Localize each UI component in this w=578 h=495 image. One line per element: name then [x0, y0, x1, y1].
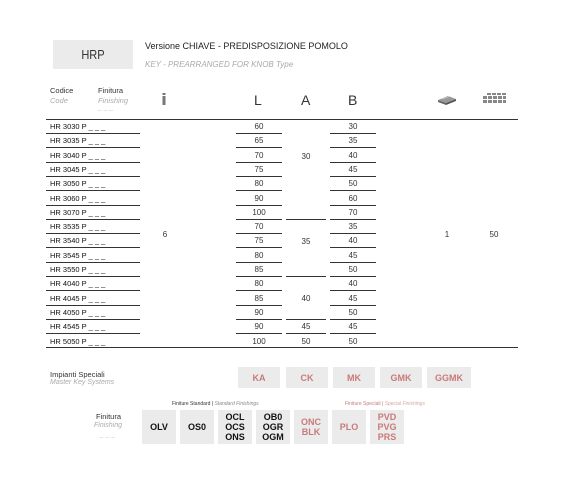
- row-divider: [46, 276, 140, 277]
- row-B-value: 50: [348, 179, 358, 189]
- row-B-value: 45: [348, 322, 358, 332]
- row-L-value: 100: [252, 336, 266, 346]
- standard-finish-box: [256, 410, 290, 444]
- finish-code: ONS: [225, 432, 245, 442]
- row-divider: [330, 319, 376, 320]
- table-bottom-rule: [46, 347, 518, 348]
- row-L-value: 90: [254, 193, 264, 203]
- product-code: HRP: [81, 47, 105, 62]
- row-A-value: 45: [301, 322, 311, 332]
- special-systems-label-en: Master Key Systems: [50, 379, 115, 386]
- row-divider: [236, 333, 282, 334]
- row-B-value: 45: [348, 250, 358, 260]
- finish-code: PLO: [339, 422, 359, 432]
- standard-finishes-label: Finiture Standard: [172, 401, 211, 407]
- row-code: HR 3550 P _ _ _: [50, 265, 106, 274]
- row-divider: [46, 333, 140, 334]
- row-B-value: 70: [348, 207, 358, 217]
- row-divider: [236, 219, 282, 220]
- standard-finish-box: [180, 410, 214, 444]
- special-system-code: GGMK: [435, 372, 463, 383]
- row-divider: [330, 147, 376, 148]
- row-A-value: 50: [301, 336, 311, 346]
- row-divider: [330, 205, 376, 206]
- row-divider: [330, 262, 376, 263]
- row-code: HR 3545 P _ _ _: [50, 250, 106, 260]
- row-code: HR 4040 P _ _ _: [50, 279, 106, 289]
- col-finish-dash: _ _ _: [98, 105, 114, 112]
- row-L-value: 70: [254, 150, 264, 160]
- special-system-code: GMK: [390, 372, 412, 383]
- row-B-value: 40: [348, 150, 358, 160]
- special-finish-box: [294, 410, 328, 444]
- col-B-header: B: [348, 92, 358, 108]
- finish-code: OCL: [225, 412, 245, 422]
- row-divider: [330, 219, 376, 220]
- merged-pack-value: 1: [444, 230, 450, 239]
- row-divider: [236, 176, 282, 177]
- finish-code: OCS: [225, 422, 245, 432]
- row-code: HR 4045 P _ _ _: [50, 293, 106, 303]
- finish-code: OGM: [262, 432, 284, 442]
- finish-code: OB0: [263, 412, 283, 422]
- special-finishes-label: Finiture Speciali: [345, 401, 381, 407]
- row-B-value: 40: [348, 236, 358, 246]
- row-divider: [46, 319, 140, 320]
- row-B-value: 40: [348, 279, 358, 289]
- row-divider: [236, 319, 282, 320]
- row-divider: [330, 333, 376, 334]
- row-code: HR 3535 P _ _ _: [50, 222, 106, 232]
- col-code-label: Codice: [50, 86, 74, 95]
- row-code: HR 3050 P _ _ _: [50, 179, 106, 189]
- box-pack-icon: [482, 92, 508, 106]
- finish-code: PRS: [377, 432, 397, 442]
- row-code: HR 3040 P _ _ _: [50, 150, 106, 160]
- row-divider: [236, 133, 282, 134]
- key-icon: [161, 93, 167, 105]
- row-divider: [46, 205, 140, 206]
- group-divider: [286, 319, 326, 320]
- row-L-value: 90: [254, 322, 264, 332]
- row-divider: [46, 262, 140, 263]
- row-code: HR 3070 P _ _ _: [50, 207, 106, 217]
- row-code: HR 3030 P _ _ _: [50, 122, 106, 131]
- standard-finish-box: [218, 410, 252, 444]
- row-L-value: 75: [254, 236, 264, 246]
- row-divider: [330, 247, 376, 248]
- row-code: HR 4050 P _ _ _: [50, 307, 106, 317]
- special-finish-box: [332, 410, 366, 444]
- row-code: HR 5050 P _ _ _: [50, 336, 106, 346]
- col-code-label-en: Code: [50, 96, 68, 105]
- row-code: HR 3540 P _ _ _: [50, 236, 106, 246]
- row-L-value: 80: [254, 279, 264, 289]
- special-finishes-heading: Finiture Speciali | Special Finishings: [345, 401, 425, 407]
- row-L-value: 75: [254, 164, 264, 174]
- special-system-code: KA: [252, 372, 266, 383]
- group-divider: [286, 219, 326, 220]
- row-divider: [236, 290, 282, 291]
- version-title: Versione CHIAVE - PREDISPOSIZIONE POMOLO: [145, 41, 348, 51]
- special-system-chip: [380, 367, 422, 388]
- row-B-value: 50: [348, 307, 358, 317]
- group-divider: [286, 276, 326, 277]
- row-divider: [236, 233, 282, 234]
- row-L-value: 60: [254, 122, 264, 131]
- product-code-box: [53, 40, 133, 69]
- row-B-value: 45: [348, 164, 358, 174]
- row-L-value: 65: [254, 136, 264, 146]
- row-code: HR 3035 P _ _ _: [50, 136, 106, 146]
- row-divider: [236, 247, 282, 248]
- header-rule: [46, 119, 518, 120]
- row-divider: [330, 233, 376, 234]
- finish-code: OGR: [262, 422, 284, 432]
- row-B-value: 45: [348, 293, 358, 303]
- finish-label-en: Finishing: [94, 422, 123, 429]
- row-divider: [46, 290, 140, 291]
- row-L-value: 80: [254, 179, 264, 189]
- row-B-value: 35: [348, 136, 358, 146]
- row-code: HR 4545 P _ _ _: [50, 322, 106, 332]
- finish-code: OS0: [187, 422, 206, 432]
- finish-dash: _ _ _: [100, 432, 116, 439]
- special-system-chip: [238, 367, 280, 388]
- row-B-value: 35: [348, 222, 358, 232]
- standard-finishes-heading: Finiture Standard | Standard Finishings: [172, 401, 259, 407]
- row-divider: [236, 205, 282, 206]
- finish-label: Finitura: [96, 412, 122, 421]
- row-divider: [330, 276, 376, 277]
- row-divider: [46, 305, 140, 306]
- row-B-value: 60: [348, 193, 358, 203]
- merged-A-35: 35: [301, 237, 311, 246]
- merged-box-value: 50: [489, 230, 499, 239]
- row-divider: [46, 176, 140, 177]
- row-divider: [330, 176, 376, 177]
- special-systems-label: Impianti Speciali: [50, 370, 105, 379]
- single-pack-icon: [436, 94, 458, 106]
- row-B-value: 30: [348, 122, 358, 131]
- row-divider: [46, 233, 140, 234]
- row-divider: [236, 190, 282, 191]
- row-divider: [46, 219, 140, 220]
- merged-i-value: 6: [162, 230, 168, 239]
- finish-code: PVG: [377, 422, 397, 432]
- row-L-value: 85: [254, 293, 264, 303]
- merged-A-40: 40: [301, 294, 311, 303]
- finish-code: ONC: [301, 417, 321, 427]
- row-divider: [236, 262, 282, 263]
- row-divider: [46, 247, 140, 248]
- row-L-value: 85: [254, 265, 264, 274]
- col-finish-label-en: Finishing: [98, 96, 129, 105]
- standard-finishes-label-en: Standard Finishings: [214, 401, 259, 407]
- merged-A-30: 30: [301, 152, 311, 161]
- row-divider: [330, 162, 376, 163]
- row-divider: [46, 147, 140, 148]
- special-system-code: CK: [300, 372, 314, 383]
- row-divider: [46, 133, 140, 134]
- row-divider: [236, 276, 282, 277]
- row-L-value: 80: [254, 250, 264, 260]
- row-B-value: 50: [348, 336, 358, 346]
- finish-code: PVD: [377, 412, 397, 422]
- row-code: HR 3060 P _ _ _: [50, 193, 106, 203]
- special-system-chip: [427, 367, 471, 388]
- standard-finish-box: [142, 410, 176, 444]
- col-L-header: L: [254, 92, 262, 108]
- row-B-value: 50: [348, 265, 358, 274]
- row-divider: [330, 290, 376, 291]
- row-divider: [236, 147, 282, 148]
- row-divider: [46, 190, 140, 191]
- special-system-chip: [333, 367, 375, 388]
- row-divider: [236, 162, 282, 163]
- row-code: HR 3045 P _ _ _: [50, 164, 106, 174]
- row-L-value: 100: [252, 207, 266, 217]
- row-L-value: 70: [254, 222, 264, 232]
- special-finishes-label-en: Special Finishings: [384, 401, 425, 407]
- col-finish-label: Finitura: [98, 86, 124, 95]
- special-system-chip: [286, 367, 328, 388]
- row-divider: [236, 305, 282, 306]
- col-A-header: A: [301, 92, 311, 108]
- special-finish-box: [370, 410, 404, 444]
- finish-code: BLK: [301, 427, 321, 437]
- special-system-code: MK: [347, 372, 361, 383]
- row-divider: [330, 190, 376, 191]
- row-divider: [330, 133, 376, 134]
- row-divider: [46, 162, 140, 163]
- finish-code: OLV: [150, 422, 168, 432]
- group-divider: [286, 333, 326, 334]
- row-L-value: 90: [254, 307, 264, 317]
- version-subtitle: KEY - PREARRANGED FOR KNOB Type: [145, 60, 294, 69]
- row-divider: [330, 305, 376, 306]
